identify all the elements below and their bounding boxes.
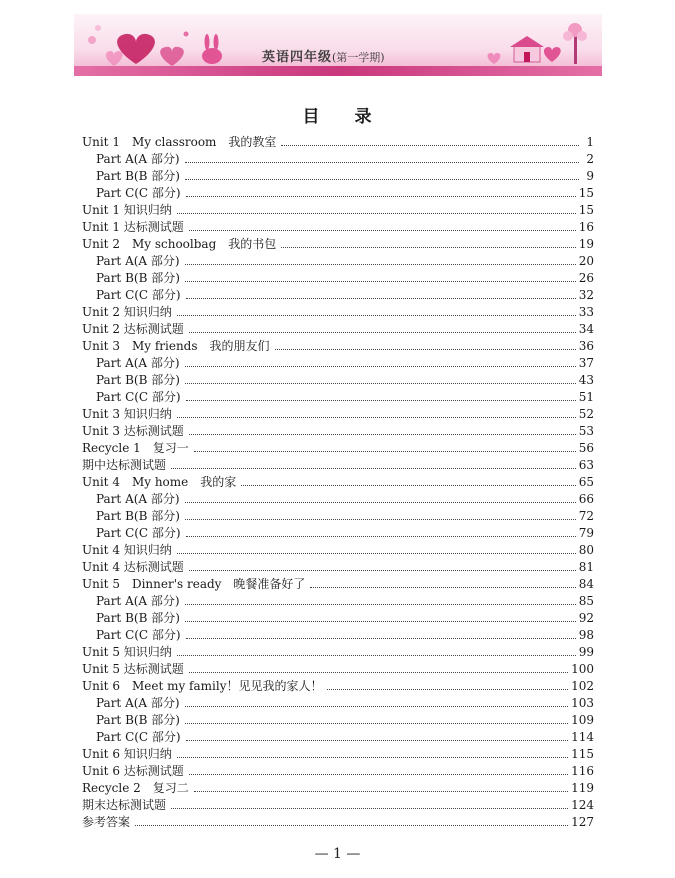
toc-entry-label: Unit 6 知识归纳 — [82, 747, 172, 761]
toc-entry-label: Unit 4 达标测试题 — [82, 560, 184, 574]
toc-entry-page: 15 — [578, 186, 594, 200]
toc-entry-label: Unit 1 My classroom 我的教室 — [82, 135, 277, 149]
toc-entry-page: 33 — [578, 305, 594, 319]
toc-entry-page: 92 — [578, 611, 594, 625]
toc-entry[interactable] — [82, 406, 594, 423]
book-title: 英语四年级(第一学期) — [262, 50, 385, 65]
toc-entry-page: 43 — [578, 373, 594, 387]
toc-entry-page: 52 — [578, 407, 594, 421]
toc-entry[interactable] — [82, 814, 594, 831]
toc-entry[interactable] — [82, 168, 594, 185]
toc-entry[interactable] — [82, 559, 594, 576]
toc-entry[interactable] — [82, 372, 594, 389]
dot-leader — [177, 314, 576, 316]
toc-entry[interactable] — [82, 185, 594, 202]
dot-leader — [281, 246, 575, 248]
toc-entry[interactable] — [82, 457, 594, 474]
toc-entry-label: Unit 5 Dinner's ready 晚餐准备好了 — [82, 577, 306, 591]
toc-entry-page: 102 — [571, 679, 594, 693]
toc-entry-page: 9 — [586, 169, 594, 183]
dot-leader — [185, 382, 576, 384]
toc-entry-page: 56 — [578, 441, 594, 455]
toc-entry-label: Unit 1 知识归纳 — [82, 203, 172, 217]
dot-leader — [275, 348, 576, 350]
heart-icon — [106, 51, 123, 66]
toc-entry-page: 79 — [578, 526, 594, 540]
dot-leader — [186, 297, 576, 299]
flower-icon — [88, 36, 96, 44]
heart-icon — [160, 47, 184, 66]
toc-title — [0, 102, 675, 127]
toc-entry-page: 116 — [571, 764, 594, 778]
heart-icon — [117, 34, 155, 64]
toc-entry-label: Part B(B 部分) — [96, 373, 180, 387]
toc-entry-label: Part A(A 部分) — [96, 356, 180, 370]
toc-entry-page: 53 — [578, 424, 594, 438]
dot-leader — [189, 671, 568, 673]
toc-entry-label: Unit 6 达标测试题 — [82, 764, 184, 778]
toc-entry[interactable] — [82, 287, 594, 304]
toc-entry-page: 124 — [571, 798, 594, 812]
toc-entry-page: 36 — [578, 339, 594, 353]
toc-entry[interactable] — [82, 797, 594, 814]
toc-entry-label: Part C(C 部分) — [96, 390, 181, 404]
toc-entry-label: Part A(A 部分) — [96, 594, 180, 608]
banner-decoration — [74, 14, 602, 76]
toc-entry[interactable] — [82, 491, 594, 508]
toc-entry-page: 16 — [578, 220, 594, 234]
toc-entry-label: Part A(A 部分) — [96, 152, 180, 166]
toc-entry[interactable] — [82, 695, 594, 712]
toc-entry-label: Part A(A 部分) — [96, 696, 180, 710]
toc-entry-label: Part C(C 部分) — [96, 730, 181, 744]
toc-entry-page: 127 — [571, 815, 594, 829]
dot-leader — [171, 807, 568, 809]
dot-leader — [189, 331, 576, 333]
dot-leader — [241, 484, 575, 486]
toc-entry[interactable] — [82, 423, 594, 440]
toc-entry-page: 115 — [571, 747, 594, 761]
toc-entry[interactable] — [82, 134, 594, 151]
toc-entry-label: Unit 3 达标测试题 — [82, 424, 184, 438]
header-banner — [74, 14, 602, 76]
toc-entry-label: Part B(B 部分) — [96, 611, 180, 625]
toc-entry-label: Unit 6 Meet my family！见见我的家人！ — [82, 679, 323, 693]
toc-entry-page: 66 — [578, 492, 594, 506]
toc-entry-label: Part B(B 部分) — [96, 713, 180, 727]
toc-entry-page: 81 — [578, 560, 594, 574]
toc-entry-page: 103 — [571, 696, 594, 710]
toc-entry-label: 参考答案 — [82, 815, 131, 829]
toc-entry-page: 63 — [578, 458, 594, 472]
dot-leader — [135, 824, 568, 826]
semester-label: (第一学期) — [332, 51, 385, 64]
dot-leader — [177, 416, 576, 418]
toc-entry[interactable] — [82, 780, 594, 797]
toc-entry-label: Unit 2 达标测试题 — [82, 322, 184, 336]
dot-leader — [186, 399, 576, 401]
dot-leader — [185, 280, 576, 282]
toc-entry[interactable] — [82, 542, 594, 559]
toc-entry-label: Unit 5 知识归纳 — [82, 645, 172, 659]
toc-entry[interactable] — [82, 338, 594, 355]
dot-leader — [177, 552, 576, 554]
toc-entry[interactable] — [82, 610, 594, 627]
dot-leader — [194, 790, 568, 792]
toc-entry-label: Part B(B 部分) — [96, 271, 180, 285]
toc-entry-label: Recycle 1 复习一 — [82, 441, 189, 455]
dot-leader — [186, 739, 568, 741]
toc-entry-page: 119 — [571, 781, 594, 795]
toc-entry-label: Part A(A 部分) — [96, 254, 180, 268]
dot-leader — [185, 705, 569, 707]
dot-leader — [177, 654, 576, 656]
toc-entry-page: 2 — [586, 152, 594, 166]
toc-entry[interactable] — [82, 321, 594, 338]
toc-entry-label: Part C(C 部分) — [96, 288, 181, 302]
toc-entry-label: Part C(C 部分) — [96, 526, 181, 540]
toc-title-char: 录 — [354, 107, 373, 127]
toc-entry[interactable] — [82, 474, 594, 491]
toc-entry[interactable] — [82, 389, 594, 406]
dot-leader — [186, 535, 576, 537]
toc-entry-label: Unit 4 My home 我的家 — [82, 475, 237, 489]
dot-leader — [185, 365, 576, 367]
toc-entry[interactable] — [82, 678, 594, 695]
toc-entry-label: Recycle 2 复习二 — [82, 781, 189, 795]
toc-entry-page: 1 — [586, 135, 594, 149]
dot-leader — [177, 212, 576, 214]
bunny-icon — [202, 48, 222, 64]
dot-leader — [185, 603, 576, 605]
dot-leader — [185, 501, 576, 503]
toc-title-char: 目 — [302, 107, 321, 127]
toc-entry-page: 80 — [578, 543, 594, 557]
toc-entry-page: 72 — [578, 509, 594, 523]
toc-entry-page: 98 — [578, 628, 594, 642]
toc-entry-page: 85 — [578, 594, 594, 608]
toc-entry-page: 34 — [578, 322, 594, 336]
toc-entry-page: 109 — [571, 713, 594, 727]
toc-entry[interactable] — [82, 525, 594, 542]
toc-entry-label: Part C(C 部分) — [96, 186, 181, 200]
dot-leader — [185, 722, 568, 724]
dot-leader — [189, 229, 576, 231]
toc-entry-label: Unit 5 达标测试题 — [82, 662, 184, 676]
toc-entry[interactable] — [82, 440, 594, 457]
toc-entry[interactable] — [82, 219, 594, 236]
toc-entry-page: 32 — [578, 288, 594, 302]
toc-entry[interactable] — [82, 627, 594, 644]
toc-entry[interactable] — [82, 661, 594, 678]
toc-entry[interactable] — [82, 763, 594, 780]
toc-entry-page: 84 — [578, 577, 594, 591]
toc-entry[interactable] — [82, 746, 594, 763]
toc-entry-page: 65 — [578, 475, 594, 489]
dot-leader — [185, 620, 576, 622]
toc-entry[interactable] — [82, 593, 594, 610]
toc-entry-page: 20 — [578, 254, 594, 268]
toc-entry-label: 期末达标测试题 — [82, 798, 167, 812]
dot-leader — [186, 637, 576, 639]
toc-entry-label: Part A(A 部分) — [96, 492, 180, 506]
dot-leader — [310, 586, 575, 588]
tree-icon — [574, 34, 577, 64]
toc-entry[interactable] — [82, 712, 594, 729]
toc-entry-label: Part C(C 部分) — [96, 628, 181, 642]
dot-leader — [185, 161, 579, 163]
toc-entry-page: 19 — [578, 237, 594, 251]
dot-leader — [185, 518, 576, 520]
toc-entry[interactable] — [82, 151, 594, 168]
toc-entry-label: Unit 2 知识归纳 — [82, 305, 172, 319]
dot-leader — [327, 688, 568, 690]
toc-entry-label: Unit 3 知识归纳 — [82, 407, 172, 421]
toc-entry[interactable] — [82, 202, 594, 219]
dot-leader — [185, 263, 576, 265]
toc-entry-label: 期中达标测试题 — [82, 458, 167, 472]
toc-entry-page: 26 — [578, 271, 594, 285]
toc-entry[interactable] — [82, 729, 594, 746]
page-number: — 1 — — [314, 846, 361, 862]
toc-entry[interactable] — [82, 304, 594, 321]
dot-leader — [185, 178, 579, 180]
toc-entry[interactable] — [82, 576, 594, 593]
toc-entry[interactable] — [82, 508, 594, 525]
dot-leader — [281, 144, 579, 146]
toc-entry-page: 15 — [578, 203, 594, 217]
toc-entry[interactable] — [82, 644, 594, 661]
toc-entry-label: Part B(B 部分) — [96, 509, 180, 523]
toc-entry-page: 114 — [571, 730, 594, 744]
toc-entry-label: Unit 2 My schoolbag 我的书包 — [82, 237, 277, 251]
dot-leader — [171, 467, 576, 469]
dot-leader — [186, 195, 576, 197]
toc-list — [82, 134, 594, 831]
toc-entry[interactable] — [82, 270, 594, 287]
dot-leader — [189, 433, 576, 435]
toc-entry[interactable] — [82, 236, 594, 253]
toc-entry[interactable] — [82, 355, 594, 372]
toc-entry-label: Unit 3 My friends 我的朋友们 — [82, 339, 270, 353]
dot-leader — [189, 773, 568, 775]
toc-entry-page: 99 — [578, 645, 594, 659]
toc-entry-label: Unit 4 知识归纳 — [82, 543, 172, 557]
toc-entry-page: 37 — [578, 356, 594, 370]
heart-icon — [544, 47, 561, 62]
toc-entry-page: 100 — [571, 662, 594, 676]
toc-entry-label: Unit 1 达标测试题 — [82, 220, 184, 234]
dot-leader — [189, 569, 576, 571]
heart-icon — [488, 53, 501, 64]
toc-entry-label: Part B(B 部分) — [96, 169, 180, 183]
dot-leader — [177, 756, 568, 758]
toc-entry-page: 51 — [578, 390, 594, 404]
dot-leader — [194, 450, 576, 452]
toc-entry[interactable] — [82, 253, 594, 270]
